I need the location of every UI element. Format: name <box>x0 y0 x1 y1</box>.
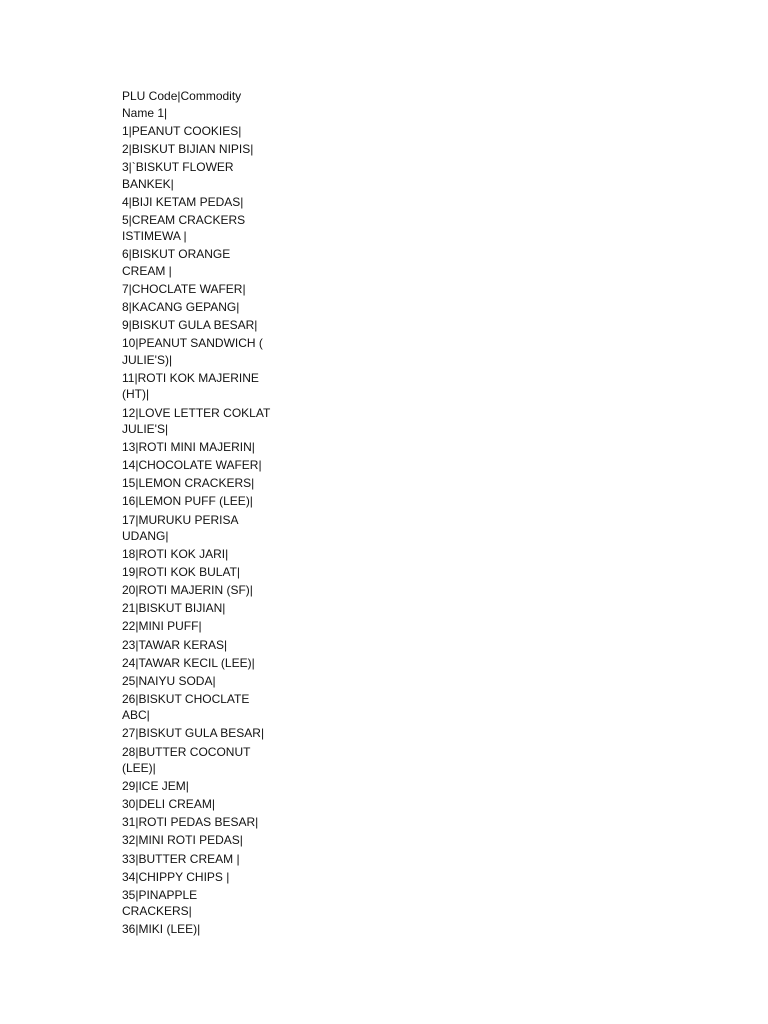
entry-text: 17|MURUKU PERISA <box>122 512 239 527</box>
entry-text: 8|KACANG GEPANG| <box>122 300 240 315</box>
list-item <box>122 212 282 245</box>
entry-text: ABC| <box>122 708 150 723</box>
entry-text: 33|BUTTER CREAM | <box>122 851 240 866</box>
entry-text: 7|CHOCLATE WAFER| <box>122 282 246 297</box>
entry-text: CRACKERS| <box>122 904 192 919</box>
entry-text: 19|ROTI KOK BULAT| <box>122 565 241 580</box>
entry-text: (HT)| <box>122 387 150 402</box>
list-item <box>122 725 282 742</box>
entry-text: 28|BUTTER COCONUT <box>122 744 251 759</box>
list-item <box>122 141 282 158</box>
entry-text: JULIE'S| <box>122 422 169 437</box>
entry-text: CREAM | <box>122 263 172 278</box>
list-item <box>122 796 282 813</box>
list-item <box>122 778 282 795</box>
entry-text: 11|ROTI KOK MAJERINE <box>122 370 259 385</box>
entry-text: 18|ROTI KOK JARI| <box>122 547 229 562</box>
table-header <box>122 88 282 121</box>
entry-text: 31|ROTI PEDAS BESAR| <box>122 815 259 830</box>
entry-text: 1|PEANUT COOKIES| <box>122 124 242 138</box>
list-item <box>122 246 282 279</box>
list-item <box>122 194 282 211</box>
entry-text: 13|ROTI MINI MAJERIN| <box>122 440 255 455</box>
entry-text: 3|`BISKUT FLOWER <box>122 160 234 175</box>
entry-text: 23|TAWAR KERAS| <box>122 637 228 652</box>
list-item <box>122 405 282 438</box>
list-item <box>122 299 282 316</box>
entry-text: BANKEK| <box>122 176 174 191</box>
entry-text: 32|MINI ROTI PEDAS| <box>122 833 243 848</box>
entry-text: 29|ICE JEM| <box>122 779 189 794</box>
list-item <box>122 832 282 849</box>
entry-text: 27|BISKUT GULA BESAR| <box>122 726 265 741</box>
list-item <box>122 921 282 938</box>
entry-text: 4|BIJI KETAM PEDAS| <box>122 194 244 209</box>
list-item <box>122 317 282 334</box>
document-body <box>122 88 282 939</box>
entry-text: 12|LOVE LETTER COKLAT <box>122 405 271 420</box>
list-item <box>122 564 282 581</box>
entry-text: 24|TAWAR KECIL (LEE)| <box>122 655 255 670</box>
list-item <box>122 637 282 654</box>
entry-text: 34|CHIPPY CHIPS | <box>122 869 230 884</box>
list-item <box>122 851 282 868</box>
list-item <box>122 655 282 672</box>
list-item <box>122 475 282 492</box>
entry-text: JULIE'S)| <box>122 352 173 367</box>
list-item <box>122 814 282 831</box>
entry-text: 9|BISKUT GULA BESAR| <box>122 318 258 333</box>
entry-list <box>122 123 282 938</box>
list-item <box>122 691 282 724</box>
entry-text: 20|ROTI MAJERIN (SF)| <box>122 583 253 598</box>
list-item <box>122 512 282 545</box>
list-item <box>122 123 282 140</box>
list-item <box>122 457 282 474</box>
list-item <box>122 370 282 403</box>
entry-text: ISTIMEWA | <box>122 229 187 244</box>
entry-text: (LEE)| <box>122 761 156 776</box>
list-item <box>122 281 282 298</box>
entry-text: 10|PEANUT SANDWICH ( <box>122 336 263 351</box>
header-line: Name 1| <box>122 105 168 120</box>
entry-text: 26|BISKUT CHOCLATE <box>122 691 250 706</box>
entry-text: 22|MINI PUFF| <box>122 619 202 634</box>
entry-text: UDANG| <box>122 529 169 543</box>
header-line: PLU Code|Commodity <box>122 89 242 103</box>
list-item <box>122 493 282 510</box>
entry-text: 36|MIKI (LEE)| <box>122 922 201 937</box>
list-item <box>122 439 282 456</box>
entry-text: 25|NAIYU SODA| <box>122 673 216 688</box>
list-item <box>122 673 282 690</box>
list-item <box>122 869 282 886</box>
entry-text: 2|BISKUT BIJIAN NIPIS| <box>122 142 254 157</box>
entry-text: 5|CREAM CRACKERS <box>122 212 246 227</box>
entry-text: 21|BISKUT BIJIAN| <box>122 601 226 616</box>
list-item <box>122 159 282 192</box>
list-item <box>122 744 282 777</box>
list-item <box>122 546 282 563</box>
list-item <box>122 335 282 368</box>
entry-text: 35|PINAPPLE <box>122 887 198 902</box>
list-item <box>122 582 282 599</box>
entry-text: 6|BISKUT ORANGE <box>122 247 231 262</box>
list-item <box>122 618 282 635</box>
entry-text: 16|LEMON PUFF (LEE)| <box>122 494 253 509</box>
entry-text: 30|DELI CREAM| <box>122 797 215 812</box>
entry-text: 14|CHOCOLATE WAFER| <box>122 458 262 473</box>
list-item <box>122 600 282 617</box>
entry-text: 15|LEMON CRACKERS| <box>122 476 255 491</box>
list-item <box>122 887 282 920</box>
